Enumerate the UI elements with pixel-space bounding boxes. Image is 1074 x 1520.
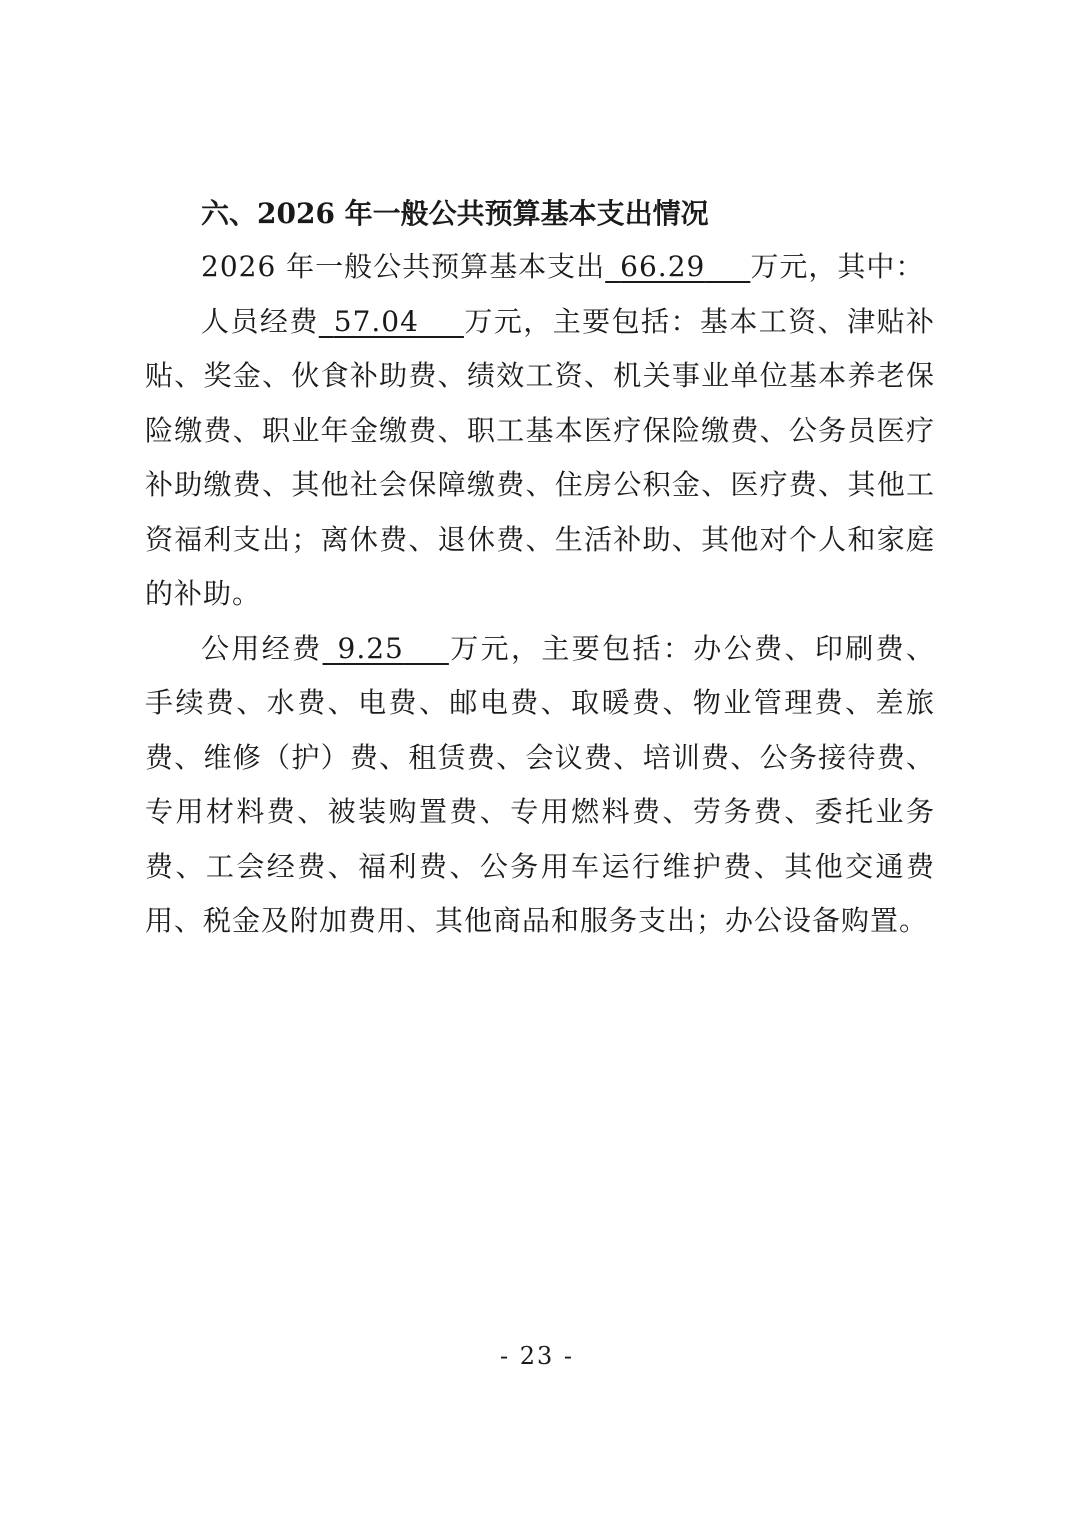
section-heading: 六、2026 年一般公共预算基本支出情况 (201, 197, 709, 230)
personnel-expenses-suffix: 万元，主要包括：基本工资、津贴补贴、奖金、伙食补助费、绩效工资、机关事业单位基本养老保险缴费、职业年金缴费、职工基本医疗保险缴费、公务员医疗补助缴费、其他社会保障缴费、住房公积金、医疗费、其他工资福利支出；离休费、退休费、生活补助、其他对个人和家庭的补助。 (145, 304, 935, 610)
total-expenditure-prefix: 2026 年一般公共预算基本支出 (201, 250, 606, 283)
total-expenditure-paragraph (145, 240, 935, 295)
personnel-expenses-prefix: 人员经费 (201, 304, 319, 338)
personnel-expenses-value: 57.04 (333, 304, 419, 338)
public-expenses-suffix: 万元，主要包括：办公费、印刷费、手续费、水费、电费、邮电费、取暖费、物业管理费、差旅费、维修（护）费、租赁费、会议费、培训费、公务接待费、专用材料费、被装购置费、专用燃料费、劳务费、委托业务费、工会经费、福利费、公务用车运行维护费、其他交通费用、税金及附加费用、其他商品和服务支出；办公设备购置。 (145, 631, 935, 937)
public-expenses-value: 9.25 (337, 631, 404, 665)
public-expenses-prefix: 公用经费 (201, 631, 323, 665)
total-expenditure-suffix: 万元，其中： (750, 250, 925, 283)
public-expenses-paragraph (145, 622, 935, 949)
document-body (145, 188, 935, 949)
page-number: - 23 - (499, 1342, 574, 1370)
personnel-expenses-paragraph (145, 295, 935, 622)
total-expenditure-value: 66.29 (620, 250, 706, 283)
